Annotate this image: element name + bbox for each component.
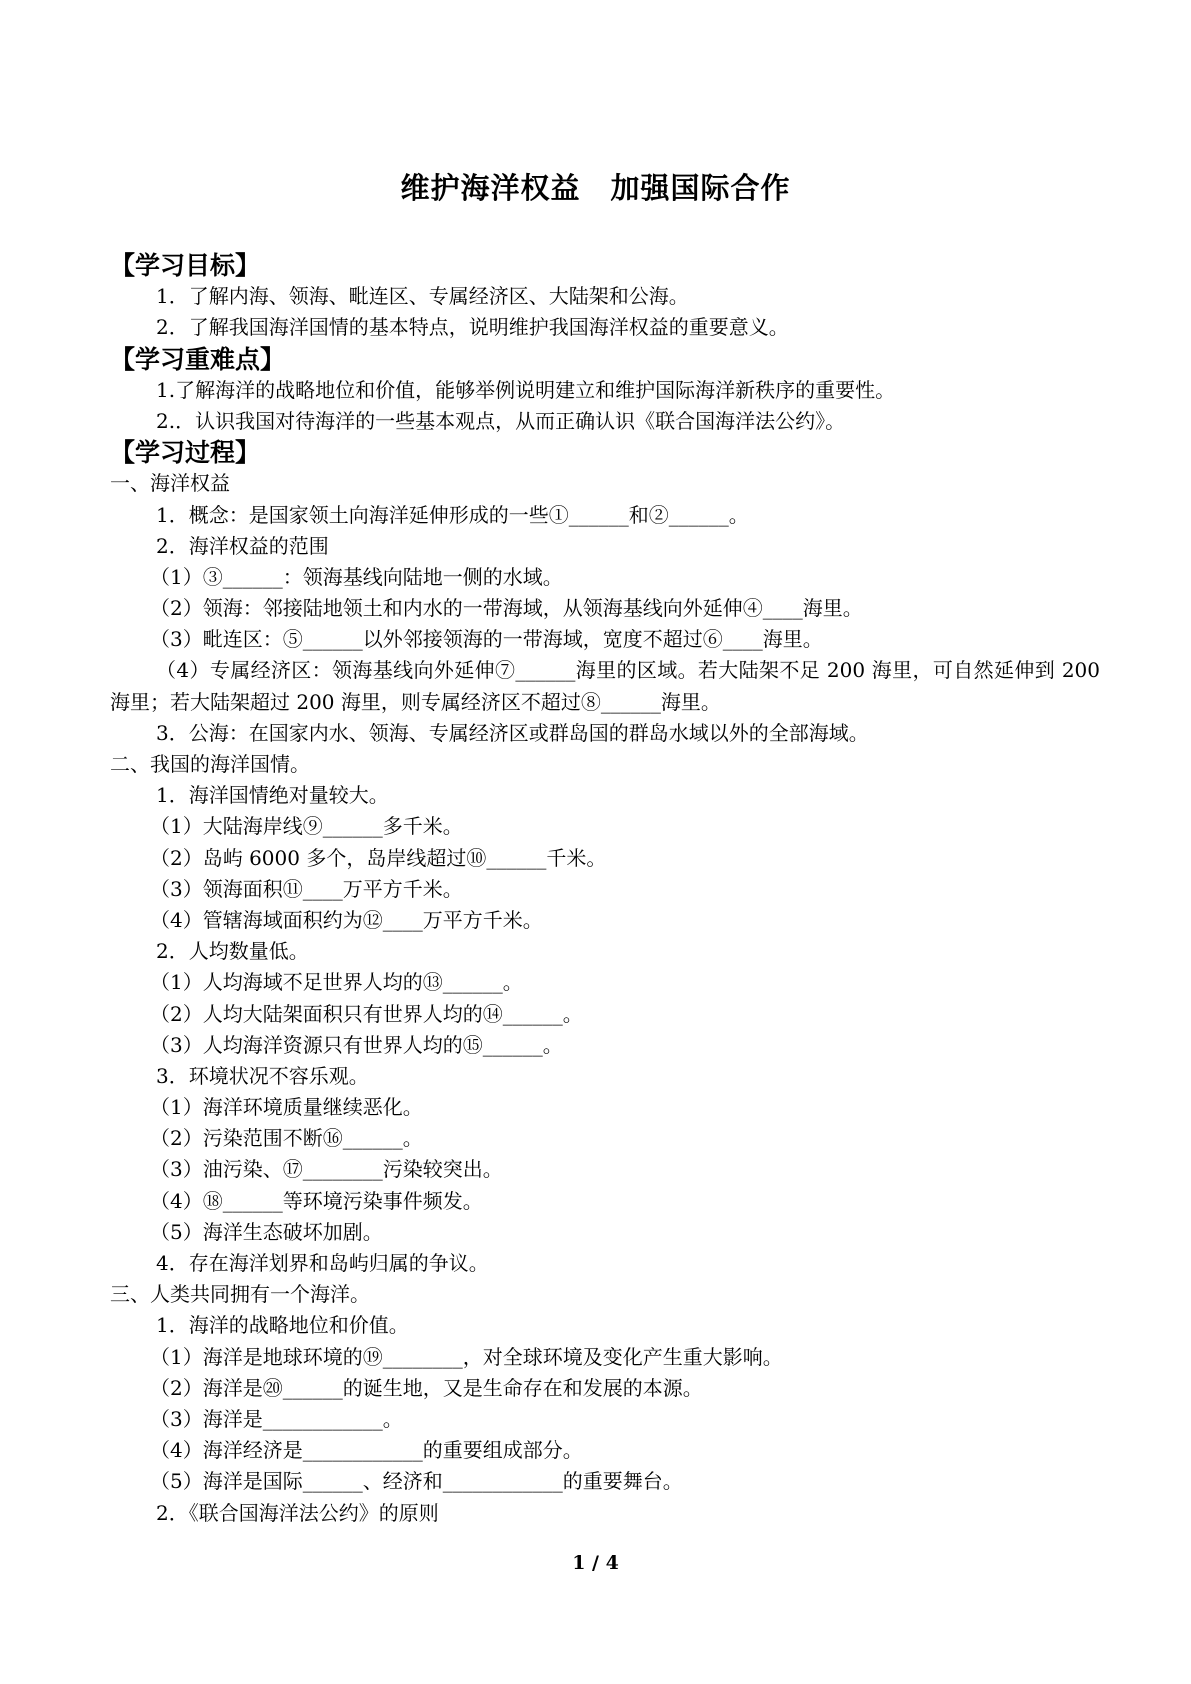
fill-in-subitem: （3）海洋是____________。 [150,1406,403,1431]
page-number: 1 / 4 [572,1552,619,1574]
keypoint-item: 2.．认识我国对待海洋的一些基本观点，从而正确认识《联合国海洋法公约》。 [156,408,846,433]
keypoint-item: 1.了解海洋的战略地位和价值，能够举例说明建立和维护国际海洋新秩序的重要性。 [156,377,896,402]
fill-in-subitem: （1）海洋是地球环境的⑲________，对全球环境及变化产生重大影响。 [150,1344,783,1369]
fill-in-subitem: （2）岛屿 6000 多个，岛岸线超过⑩______千米。 [150,845,607,870]
list-item: 3．公海：在国家内水、领海、专属经济区或群岛国的群岛水域以外的全部海域。 [156,720,869,745]
fill-in-subitem: （3）人均海洋资源只有世界人均的⑮______。 [150,1032,563,1057]
list-subitem: （1）海洋环境质量继续恶化。 [150,1095,423,1120]
fill-in-subitem: （1）大陆海岸线⑨______多千米。 [150,814,463,839]
list-item: 2．《联合国海洋法公约》的原则 [156,1500,439,1525]
list-item: 4．存在海洋划界和岛屿归属的争议。 [156,1251,489,1276]
list-item: 2．人均数量低。 [156,939,309,964]
section-heading: 【学习目标】 [110,251,261,280]
objective-item: 1．了解内海、领海、毗连区、专属经济区、大陆架和公海。 [156,284,689,309]
document-title: 维护海洋权益 加强国际合作 [400,171,791,205]
fill-in-subitem: （2）领海：邻接陆地领土和内水的一带海域，从领海基线向外延伸④____海里。 [150,596,863,621]
list-item: 1．海洋国情绝对量较大。 [156,783,389,808]
part-title: 三、人类共同拥有一个海洋。 [110,1282,370,1307]
fill-in-subitem: （3）领海面积⑪____万平方千米。 [150,876,463,901]
fill-in-subitem: （4）⑱______等环境污染事件频发。 [150,1188,483,1213]
fill-in-item: 1．概念：是国家领土向海洋延伸形成的一些①______和②______。 [156,502,749,527]
fill-in-subitem: （2）污染范围不断⑯______。 [150,1126,423,1151]
fill-in-subitem: （3）油污染、⑰________污染较突出。 [150,1157,503,1182]
fill-in-subitem: （4）管辖海域面积约为⑫____万平方千米。 [150,907,543,932]
document-body [110,250,1100,1529]
section-heading: 【学习重难点】 [110,344,286,374]
list-item: 2．海洋权益的范围 [156,533,329,558]
part-title: 二、我国的海洋国情。 [110,752,310,777]
list-subitem: （5）海洋生态破坏加剧。 [150,1219,383,1244]
part-title: 一、海洋权益 [110,471,230,496]
fill-in-subitem: （2）海洋是⑳______的诞生地，又是生命存在和发展的本源。 [150,1375,703,1400]
list-item: 1．海洋的战略地位和价值。 [156,1313,409,1338]
fill-in-subitem: （4）专属经济区：领海基线向外延伸⑦______海里的区域。若大陆架不足 200 海里，可自然延伸到 200 海里；若大陆架超过 200 海里，则专属经济区不超过⑧______海里。 [110,658,1100,714]
objective-item: 2．了解我国海洋国情的基本特点，说明维护我国海洋权益的重要意义。 [156,315,789,340]
list-item: 3．环境状况不容乐观。 [156,1063,369,1088]
section-heading: 【学习过程】 [110,438,261,468]
fill-in-subitem: （4）海洋经济是____________的重要组成部分。 [150,1438,583,1463]
fill-in-subitem: （3）毗连区：⑤______以外邻接领海的一带海域，宽度不超过⑥____海里。 [150,627,823,652]
fill-in-subitem: （5）海洋是国际______、经济和____________的重要舞台。 [150,1469,683,1494]
fill-in-subitem: （1）③______：领海基线向陆地一侧的水域。 [150,564,563,589]
fill-in-subitem: （1）人均海域不足世界人均的⑬______。 [150,970,523,995]
fill-in-subitem: （2）人均大陆架面积只有世界人均的⑭______。 [150,1001,583,1026]
